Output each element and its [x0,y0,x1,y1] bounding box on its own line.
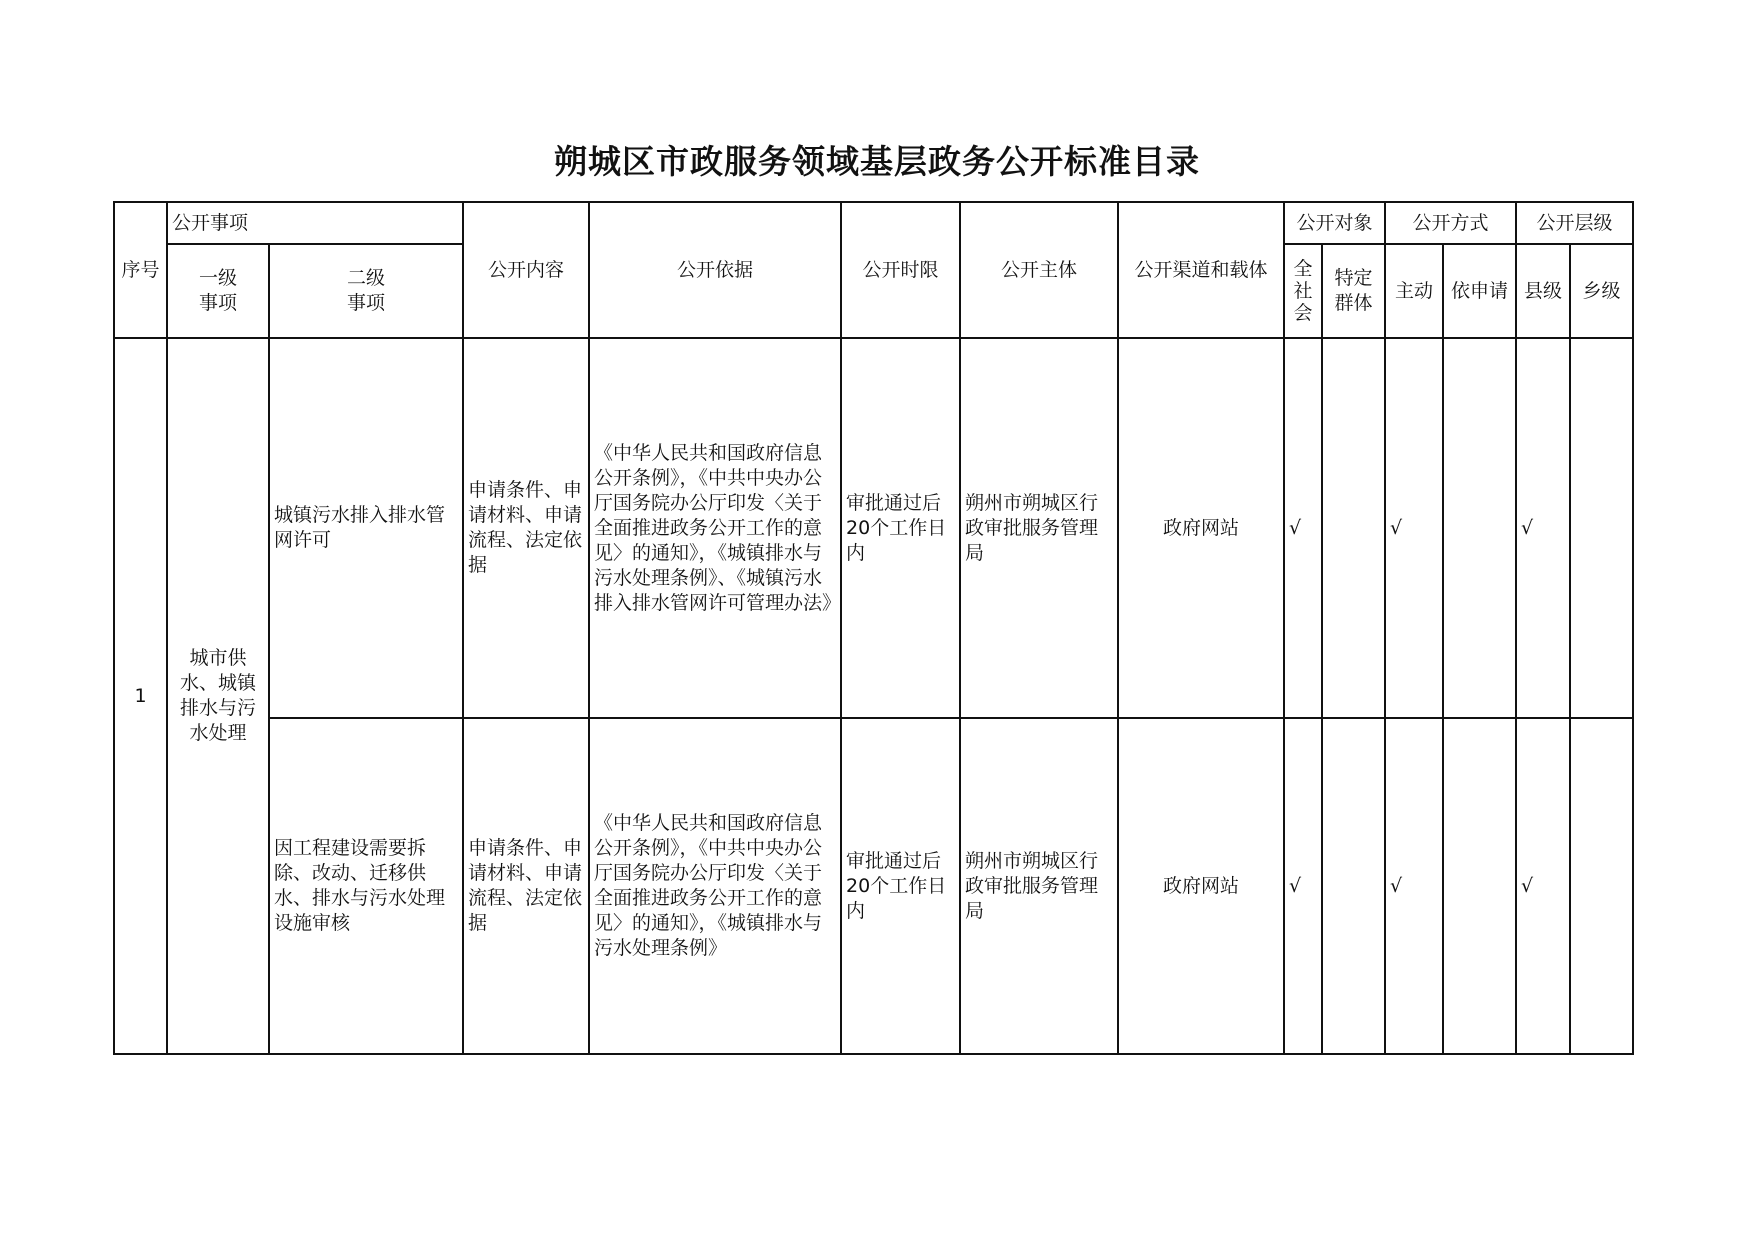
row-content: 申请条件、申请材料、申请流程、法定依据 [463,338,589,718]
row-subject: 朔州市朔城区行政审批服务管理局 [960,718,1118,1054]
row-level-county: √ [1516,718,1570,1054]
row-channel: 政府网站 [1118,718,1284,1054]
header-row-1 [114,202,1633,244]
header-level2: 二级 事项 [269,244,463,338]
row-basis: 《中华人民共和国政府信息公开条例》，《中共中央办公厅国务院办公厅印发〈关于全面推进政务公开工作的意见〉的通知》，《城镇排水与污水处理条例》、《城镇污水排入排水管网许可管理办法》 [589,338,841,718]
row-level-town [1570,338,1633,718]
row-time-limit: 审批通过后20个工作日内 [841,718,960,1054]
header-time-limit: 公开时限 [841,202,960,338]
row-target-specific [1322,338,1385,718]
header-method-group: 公开方式 [1385,202,1516,244]
row-time-limit: 审批通过后20个工作日内 [841,338,960,718]
header-content: 公开内容 [463,202,589,338]
header-seq: 序号 [114,202,167,338]
header-level-town: 乡级 [1570,244,1633,338]
row-seq: 1 [114,338,167,1054]
page-title: 朔城区市政服务领域基层政务公开标准目录 [554,142,1200,181]
header-level1: 一级 事项 [167,244,269,338]
header-basis: 公开依据 [589,202,841,338]
header-channel: 公开渠道和载体 [1118,202,1284,338]
row-level2: 城镇污水排入排水管网许可 [269,338,463,718]
row-subject: 朔州市朔城区行政审批服务管理局 [960,338,1118,718]
row-channel: 政府网站 [1118,338,1284,718]
header-target-specific: 特定 群体 [1322,244,1385,338]
row-level2: 因工程建设需要拆除、改动、迁移供水、排水与污水处理设施审核 [269,718,463,1054]
catalog-table [113,201,1634,1055]
header-target-all: 全 社 会 [1284,244,1322,338]
table-row [114,338,1633,718]
row-basis: 《中华人民共和国政府信息公开条例》，《中共中央办公厅国务院办公厅印发〈关于全面推进政务公开工作的意见〉的通知》，《城镇排水与污水处理条例》 [589,718,841,1054]
row-target-specific [1322,718,1385,1054]
header-method-active: 主动 [1385,244,1443,338]
header-target-group: 公开对象 [1284,202,1385,244]
row-level-town [1570,718,1633,1054]
header-level-county: 县级 [1516,244,1570,338]
row-target-all: √ [1284,338,1322,718]
row-content: 申请条件、申请材料、申请流程、法定依据 [463,718,589,1054]
row-method-active: √ [1385,338,1443,718]
header-method-request: 依申请 [1443,244,1516,338]
row-method-request [1443,718,1516,1054]
table-row [114,718,1633,1054]
header-level-group: 公开层级 [1516,202,1633,244]
header-item-group: 公开事项 [167,202,463,244]
row-level-county: √ [1516,338,1570,718]
row-level1: 城市供水、城镇排水与污水处理 [167,338,269,1054]
header-subject: 公开主体 [960,202,1118,338]
row-method-active: √ [1385,718,1443,1054]
row-target-all: √ [1284,718,1322,1054]
row-method-request [1443,338,1516,718]
